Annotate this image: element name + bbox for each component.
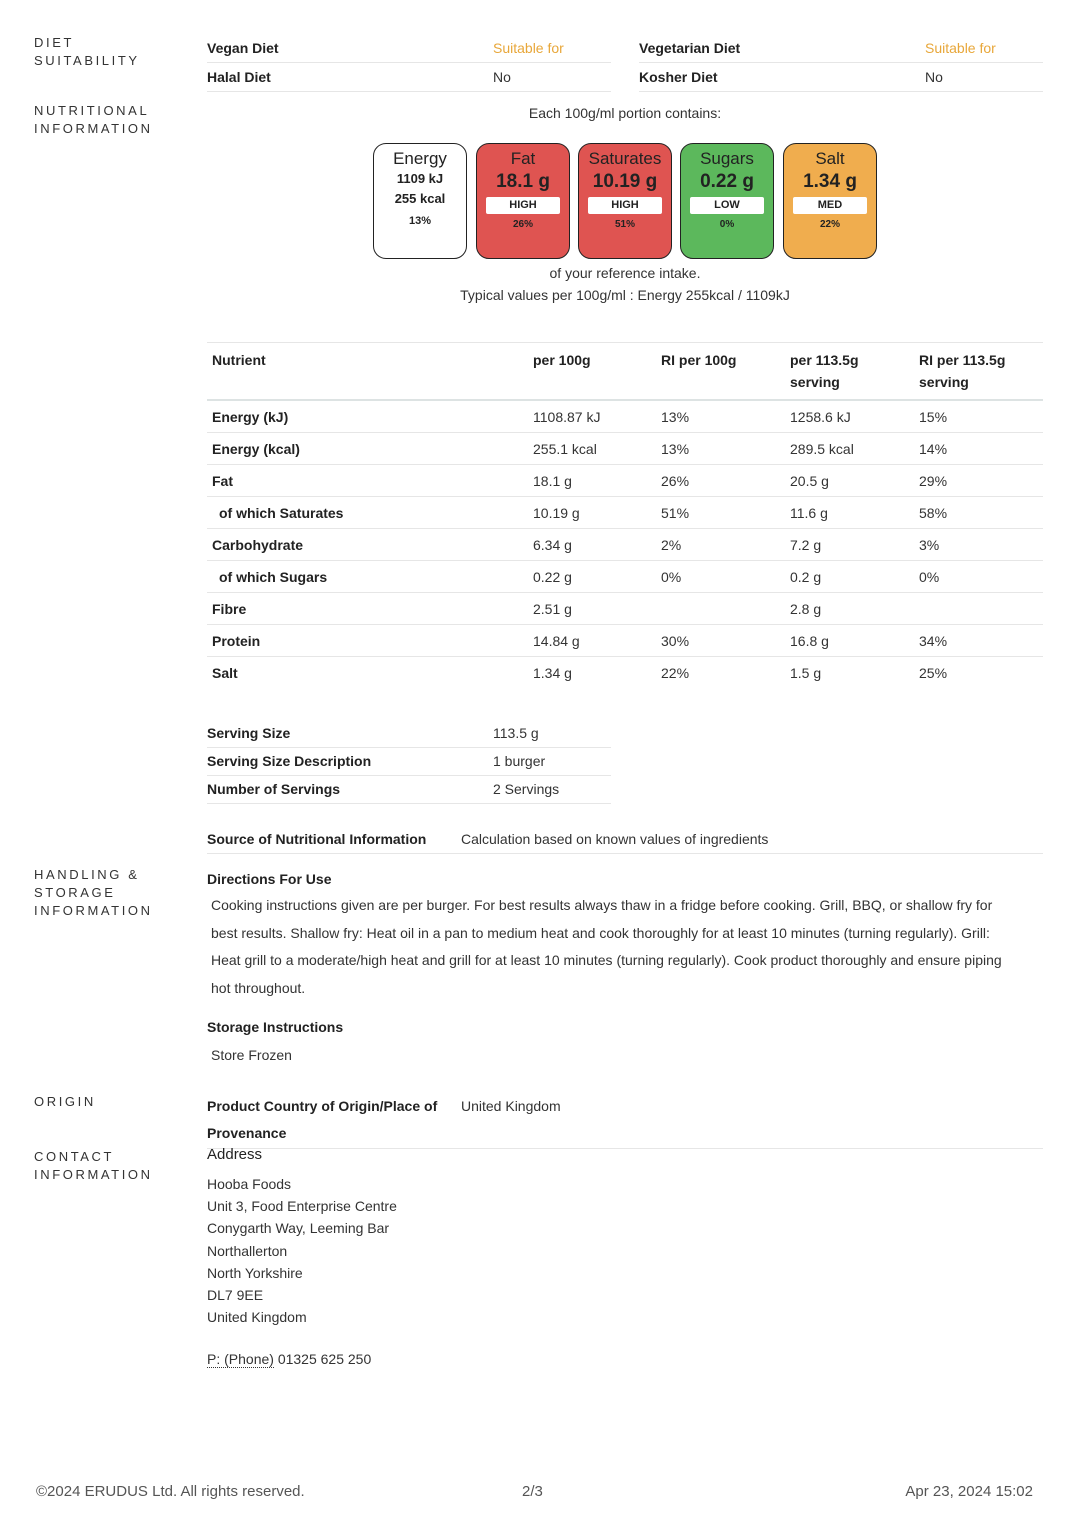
- address-line: Hooba Foods: [207, 1176, 292, 1192]
- cell: 10.19 g: [528, 497, 656, 529]
- halal-label: Halal Diet: [207, 69, 271, 85]
- gda-salt-value: 1.34 g: [803, 171, 857, 192]
- serving-size-row: [207, 719, 611, 748]
- table-row: [207, 657, 1043, 689]
- cell: 255.1 kcal: [528, 433, 656, 465]
- gda-intro: Each 100g/ml portion contains:: [528, 105, 722, 121]
- nutrient-name: of which Sugars: [207, 561, 528, 593]
- gda-fat-title: Fat: [510, 149, 536, 168]
- cell: 0.22 g: [528, 561, 656, 593]
- nutrition-source-label: Source of Nutritional Information: [207, 831, 427, 847]
- cell: 11.6 g: [785, 497, 914, 529]
- gda-salt-pct: 22%: [819, 219, 840, 230]
- cell: 0%: [656, 561, 785, 593]
- cell: 1108.87 kJ: [528, 400, 656, 433]
- address-line: United Kingdom: [207, 1309, 307, 1326]
- table-row: [207, 593, 1043, 625]
- gda-salt-title: Salt: [815, 149, 845, 168]
- footer-page-number: 2/3: [522, 1483, 543, 1500]
- col-header: RI per 100g: [656, 343, 785, 401]
- table-row: [207, 625, 1043, 657]
- serving-desc-value: 1 burger: [493, 753, 546, 769]
- nutrient-name: Carbohydrate: [207, 529, 528, 561]
- gda-sugars-pct: 0%: [719, 219, 735, 230]
- cell: 289.5 kcal: [785, 433, 914, 465]
- nutrition-table: [207, 342, 1043, 688]
- gda-salt-level: MED: [793, 197, 867, 214]
- cell: 2%: [656, 529, 785, 561]
- directions-heading: Directions For Use: [207, 871, 332, 887]
- gda-energy-kj: 1109 kJ: [396, 171, 444, 186]
- section-label-diet-suitability: DIET SUITABILITY: [34, 35, 140, 68]
- cell: 30%: [656, 625, 785, 657]
- gda-energy-kcal: 255 kcal: [394, 191, 446, 206]
- kosher-label: Kosher Diet: [639, 69, 718, 85]
- cell: 15%: [914, 400, 1043, 433]
- cell: 22%: [661, 664, 690, 681]
- section-label-nutritional-information: NUTRITIONAL INFORMATION: [34, 103, 153, 136]
- cell: 0.2 g: [785, 561, 914, 593]
- directions-line: hot throughout.: [211, 979, 306, 996]
- col-header: per 113.5g serving: [785, 343, 914, 401]
- vegetarian-value: Suitable for: [925, 40, 996, 56]
- nutrient-name: Fibre: [207, 593, 528, 625]
- diet-row-halal: [207, 63, 611, 92]
- nutrition-source-value: Calculation based on known values of ingredients: [461, 831, 769, 847]
- address-block: [207, 1173, 397, 1328]
- cell: 0%: [914, 561, 1043, 593]
- nutrient-name: Energy (kcal): [207, 433, 528, 465]
- diet-row-vegan: [207, 34, 611, 63]
- gda-sugars-box: [680, 143, 774, 259]
- cell: 14%: [914, 433, 1043, 465]
- directions-line: best results. Shallow fry: Heat oil in a pan to medium heat and cook thoroughly for at least 10 minutes (turning regularly). Grill:: [211, 924, 990, 941]
- section-label-contact-information: CONTACT INFORMATION: [34, 1149, 153, 1182]
- kosher-value: No: [925, 69, 943, 85]
- storage-heading: Storage Instructions: [207, 1019, 344, 1035]
- diet-row-vegetarian: [639, 34, 1043, 63]
- footer-date: Apr 23, 2024 15:02: [905, 1483, 1033, 1500]
- gda-saturates-level: HIGH: [588, 197, 662, 214]
- table-row: [207, 561, 1043, 593]
- cell: 1.34 g: [533, 664, 572, 681]
- cell: 13%: [656, 400, 785, 433]
- origin-value: United Kingdom: [461, 1098, 561, 1114]
- phone-label: P: (Phone): [207, 1351, 274, 1367]
- cell: [914, 593, 1043, 625]
- number-of-servings-label: Number of Servings: [207, 781, 341, 797]
- cell: 58%: [914, 497, 1043, 529]
- cell: 2.8 g: [785, 593, 914, 625]
- origin-label-line: Product Country of Origin/Place of: [207, 1098, 438, 1114]
- phone-row: [207, 1351, 371, 1367]
- cell: 14.84 g: [528, 625, 656, 657]
- cell: 18.1 g: [528, 465, 656, 497]
- address-line: Unit 3, Food Enterprise Centre: [207, 1198, 397, 1215]
- gda-sugars-title: Sugars: [700, 149, 754, 168]
- origin-row: [207, 1093, 1043, 1149]
- cell: 1.5 g: [790, 664, 822, 681]
- nutrition-table-header: [207, 343, 1043, 401]
- footer-copyright: ©2024 ERUDUS Ltd. All rights reserved.: [36, 1483, 305, 1500]
- vegan-label: Vegan Diet: [207, 40, 279, 56]
- nutrient-name: of which Saturates: [207, 497, 528, 529]
- col-header: per 100g: [528, 343, 656, 401]
- cell: 20.5 g: [785, 465, 914, 497]
- gda-sugars-level: LOW: [690, 197, 764, 214]
- gda-saturates-box: [578, 143, 672, 259]
- cell: 29%: [914, 465, 1043, 497]
- gda-fat-level: HIGH: [486, 197, 560, 214]
- directions-line: Cooking instructions given are per burger. For best results always thaw in a fridge before cooking. Grill, BBQ, or shallow fry for: [211, 897, 993, 913]
- diet-row-kosher: [639, 63, 1043, 92]
- address-line: DL7 9EE: [207, 1287, 264, 1304]
- address-line: Conygarth Way, Leeming Bar: [207, 1220, 390, 1237]
- section-label-handling-storage: HANDLING & STORAGE INFORMATION: [34, 867, 153, 918]
- cell: 7.2 g: [785, 529, 914, 561]
- col-header: Nutrient: [207, 343, 528, 401]
- address-line: North Yorkshire: [207, 1264, 303, 1281]
- serving-desc-row: [207, 747, 611, 776]
- col-header: RI per 113.5g serving: [914, 343, 1043, 401]
- gda-saturates-value: 10.19 g: [592, 171, 658, 192]
- storage-text: Store Frozen: [211, 1047, 292, 1063]
- table-row: [207, 465, 1043, 497]
- cell: 6.34 g: [528, 529, 656, 561]
- serving-size-value: 113.5 g: [493, 725, 539, 741]
- gda-typical-values: Typical values per 100g/ml : Energy 255kcal / 1109kJ: [460, 287, 790, 303]
- address-heading: Address: [207, 1146, 263, 1163]
- cell: 2.51 g: [528, 593, 656, 625]
- nutrient-name: Protein: [207, 625, 528, 657]
- gda-saturates-pct: 51%: [614, 219, 635, 230]
- vegan-value: Suitable for: [493, 40, 564, 56]
- address-line: Northallerton: [207, 1242, 288, 1259]
- cell: 25%: [919, 664, 948, 681]
- vegetarian-label: Vegetarian Diet: [639, 40, 741, 56]
- gda-fat-value: 18.1 g: [496, 171, 550, 192]
- serving-desc-label: Serving Size Description: [207, 753, 372, 769]
- cell: 1258.6 kJ: [785, 400, 914, 433]
- nutrient-name: Fat: [207, 465, 528, 497]
- section-label-origin: ORIGIN: [34, 1094, 96, 1109]
- gda-energy-box: [373, 143, 467, 259]
- gda-reference-text: of your reference intake.: [549, 265, 701, 281]
- directions-text: [211, 892, 1041, 1002]
- number-of-servings-value: 2 Servings: [493, 781, 560, 797]
- gda-energy-title: Energy: [393, 149, 447, 168]
- cell: 26%: [656, 465, 785, 497]
- cell: [656, 593, 785, 625]
- cell: 16.8 g: [785, 625, 914, 657]
- gda-sugars-value: 0.22 g: [700, 171, 754, 192]
- nutrient-name: Salt: [212, 664, 238, 681]
- phone-number: 01325 625 250: [277, 1351, 372, 1367]
- gda-fat-pct: 26%: [512, 219, 533, 230]
- table-row: [207, 400, 1043, 433]
- table-row: [207, 433, 1043, 465]
- cell: 3%: [914, 529, 1043, 561]
- cell: 34%: [914, 625, 1043, 657]
- table-row: [207, 529, 1043, 561]
- origin-label-line: Provenance: [207, 1125, 287, 1141]
- gda-fat-box: [476, 143, 570, 259]
- table-row: [207, 497, 1043, 529]
- origin-label: [207, 1093, 437, 1147]
- cell: 13%: [656, 433, 785, 465]
- gda-saturates-title: Saturates: [588, 149, 662, 168]
- serving-size-label: Serving Size: [207, 725, 291, 741]
- gda-energy-pct: 13%: [408, 215, 432, 227]
- gda-salt-box: [783, 143, 877, 259]
- halal-value: No: [493, 69, 511, 85]
- nutrition-source-row: [207, 825, 1043, 854]
- number-of-servings-row: [207, 775, 611, 804]
- directions-line: Heat grill to a moderate/high heat and grill for at least 10 minutes (turning regularly). Cook product thoroughly and ensure piping: [211, 952, 1002, 968]
- cell: 51%: [656, 497, 785, 529]
- nutrient-name: Energy (kJ): [207, 400, 528, 433]
